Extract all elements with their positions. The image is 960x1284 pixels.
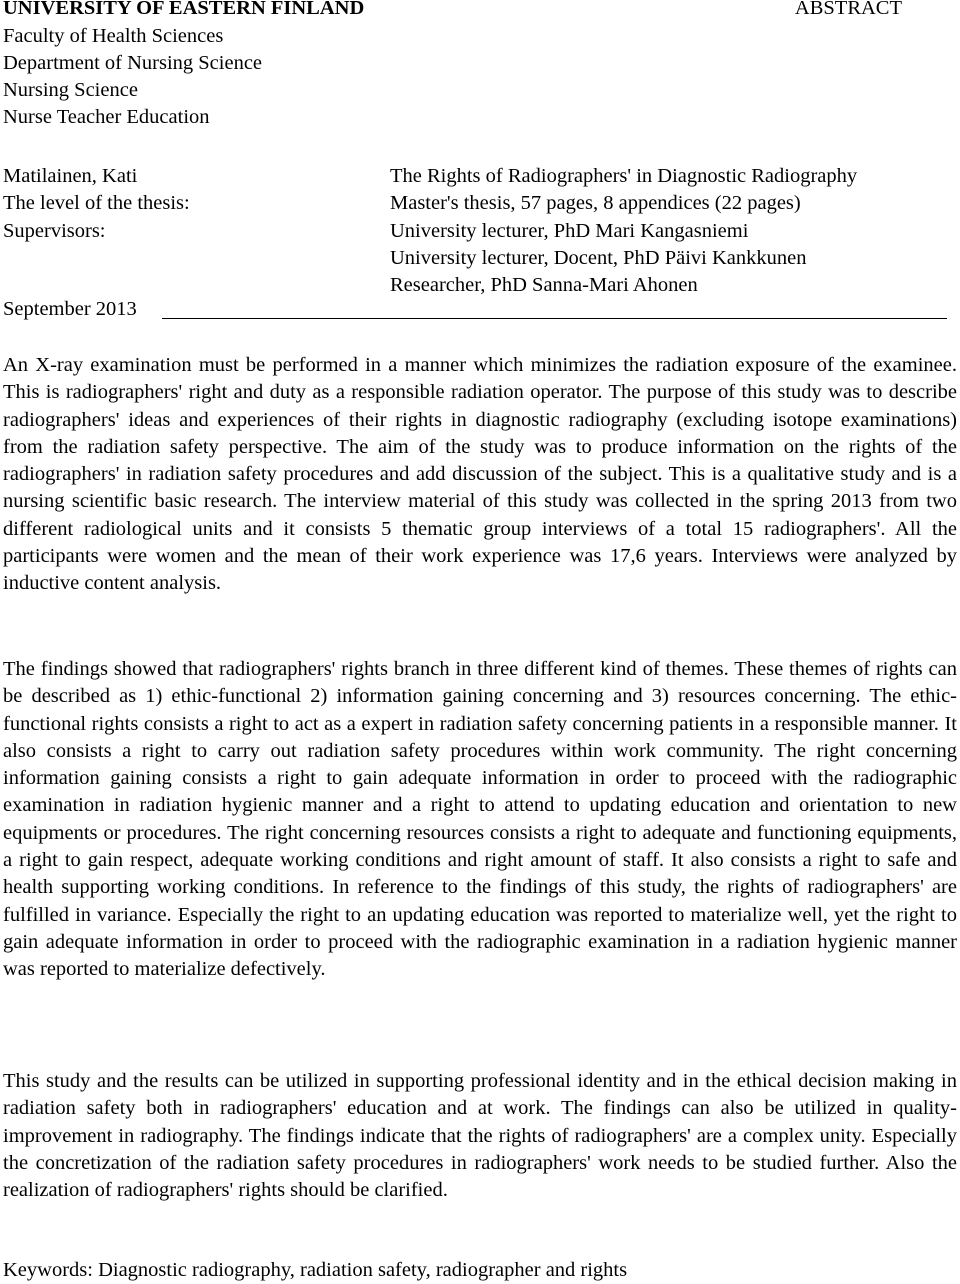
programme-line: Nurse Teacher Education: [3, 106, 210, 128]
document-type-heading: ABSTRACT: [794, 0, 902, 19]
supervisor-1: University lecturer, PhD Mari Kangasniemi: [390, 219, 749, 242]
abstract-paragraph-1: An X-ray examination must be performed in a manner which minimizes the radiation exposure of the examinee. This is radiographers' right and duty as a responsible radiation operator. The purpose of this study was to describe radiographers' ideas and experiences of their rights in diagnostic radiography (excluding isotope examinations) from the radiation safety perspective. The aim of the study was to produce information on the rights of the radiographers' in radiation safety procedures and add discussion of the subject. This is a qualitative study and is a nursing scientific basic research. The interview material of this study was collected in the spring 2013 from two different radiological units and it consists 5 thematic group interviews of a total 15 radiographers'. All the participants were women and the mean of their work experience was 17,6 years. Interviews were analyzed by inductive content analysis.: [3, 354, 957, 595]
thesis-date: September 2013: [3, 298, 137, 320]
department-line: Department of Nursing Science: [3, 52, 263, 74]
abstract-paragraph-2: The findings showed that radiographers' rights branch in three different kind of themes. These themes of rights can be described as 1) ethic-functional 2) information gaining concerning and 3) resources concerning. The ethic-functional rights consists a right to act as a expert in radiation safety concerning patients in a responsible manner. It also consists a right to carry out radiation safety procedures within work community. The right concerning information gaining consists a right to gain adequate information in order to proceed with the radiographic examination in radiation hygienic manner and a right to attend to updating education and orientation to new equipments or procedures. The right concerning resources consists a right to adequate and functioning equipments, a right to gain respect, adequate working conditions and right amount of staff. It also consists a right to safe and health supporting working conditions. In reference to the findings of this study, the rights of radiographers' are fulfilled in variance. Especially the right to an updating education was reported to materialize well, yet the right to gain adequate information in order to proceed with the radiographic examination in a radiation hygienic manner was reported to materialize defectively.: [3, 658, 957, 981]
meta-labels: [3, 163, 190, 245]
separator-rule: [162, 318, 947, 319]
thesis-level-value: Master's thesis, 57 pages, 8 appendices (22 pages): [390, 192, 801, 215]
abstract-paragraph-3: This study and the results can be utilized in supporting professional identity and in the ethical decision making in radiation safety both in radiographers' education and at work. The findings can also be utilized in quality-improvement in radiography. The findings indicate that the rights of radiographers' are a complex unity. Especially the concretization of the radiation safety procedures in radiographers' work needs to be studied further. Also the realization of radiographers' rights should be clarified.: [3, 1070, 957, 1202]
faculty-line: Faculty of Health Sciences: [3, 25, 224, 47]
thesis-level-label: The level of the thesis:: [3, 192, 190, 215]
university-name: UNIVERSITY OF EASTERN FINLAND: [3, 0, 365, 19]
supervisor-3: Researcher, PhD Sanna-Mari Ahonen: [390, 274, 698, 297]
supervisors-label: Supervisors:: [3, 219, 106, 242]
subject-line: Nursing Science: [3, 79, 138, 101]
author-name: Matilainen, Kati: [3, 165, 138, 187]
keywords-line: Keywords: Diagnostic radiography, radiation safety, radiographer and rights: [3, 1259, 628, 1281]
supervisor-2: University lecturer, Docent, PhD Päivi Kankkunen: [390, 246, 807, 269]
thesis-title: The Rights of Radiographers' in Diagnostic Radiography: [390, 165, 858, 187]
meta-values: [390, 163, 857, 299]
